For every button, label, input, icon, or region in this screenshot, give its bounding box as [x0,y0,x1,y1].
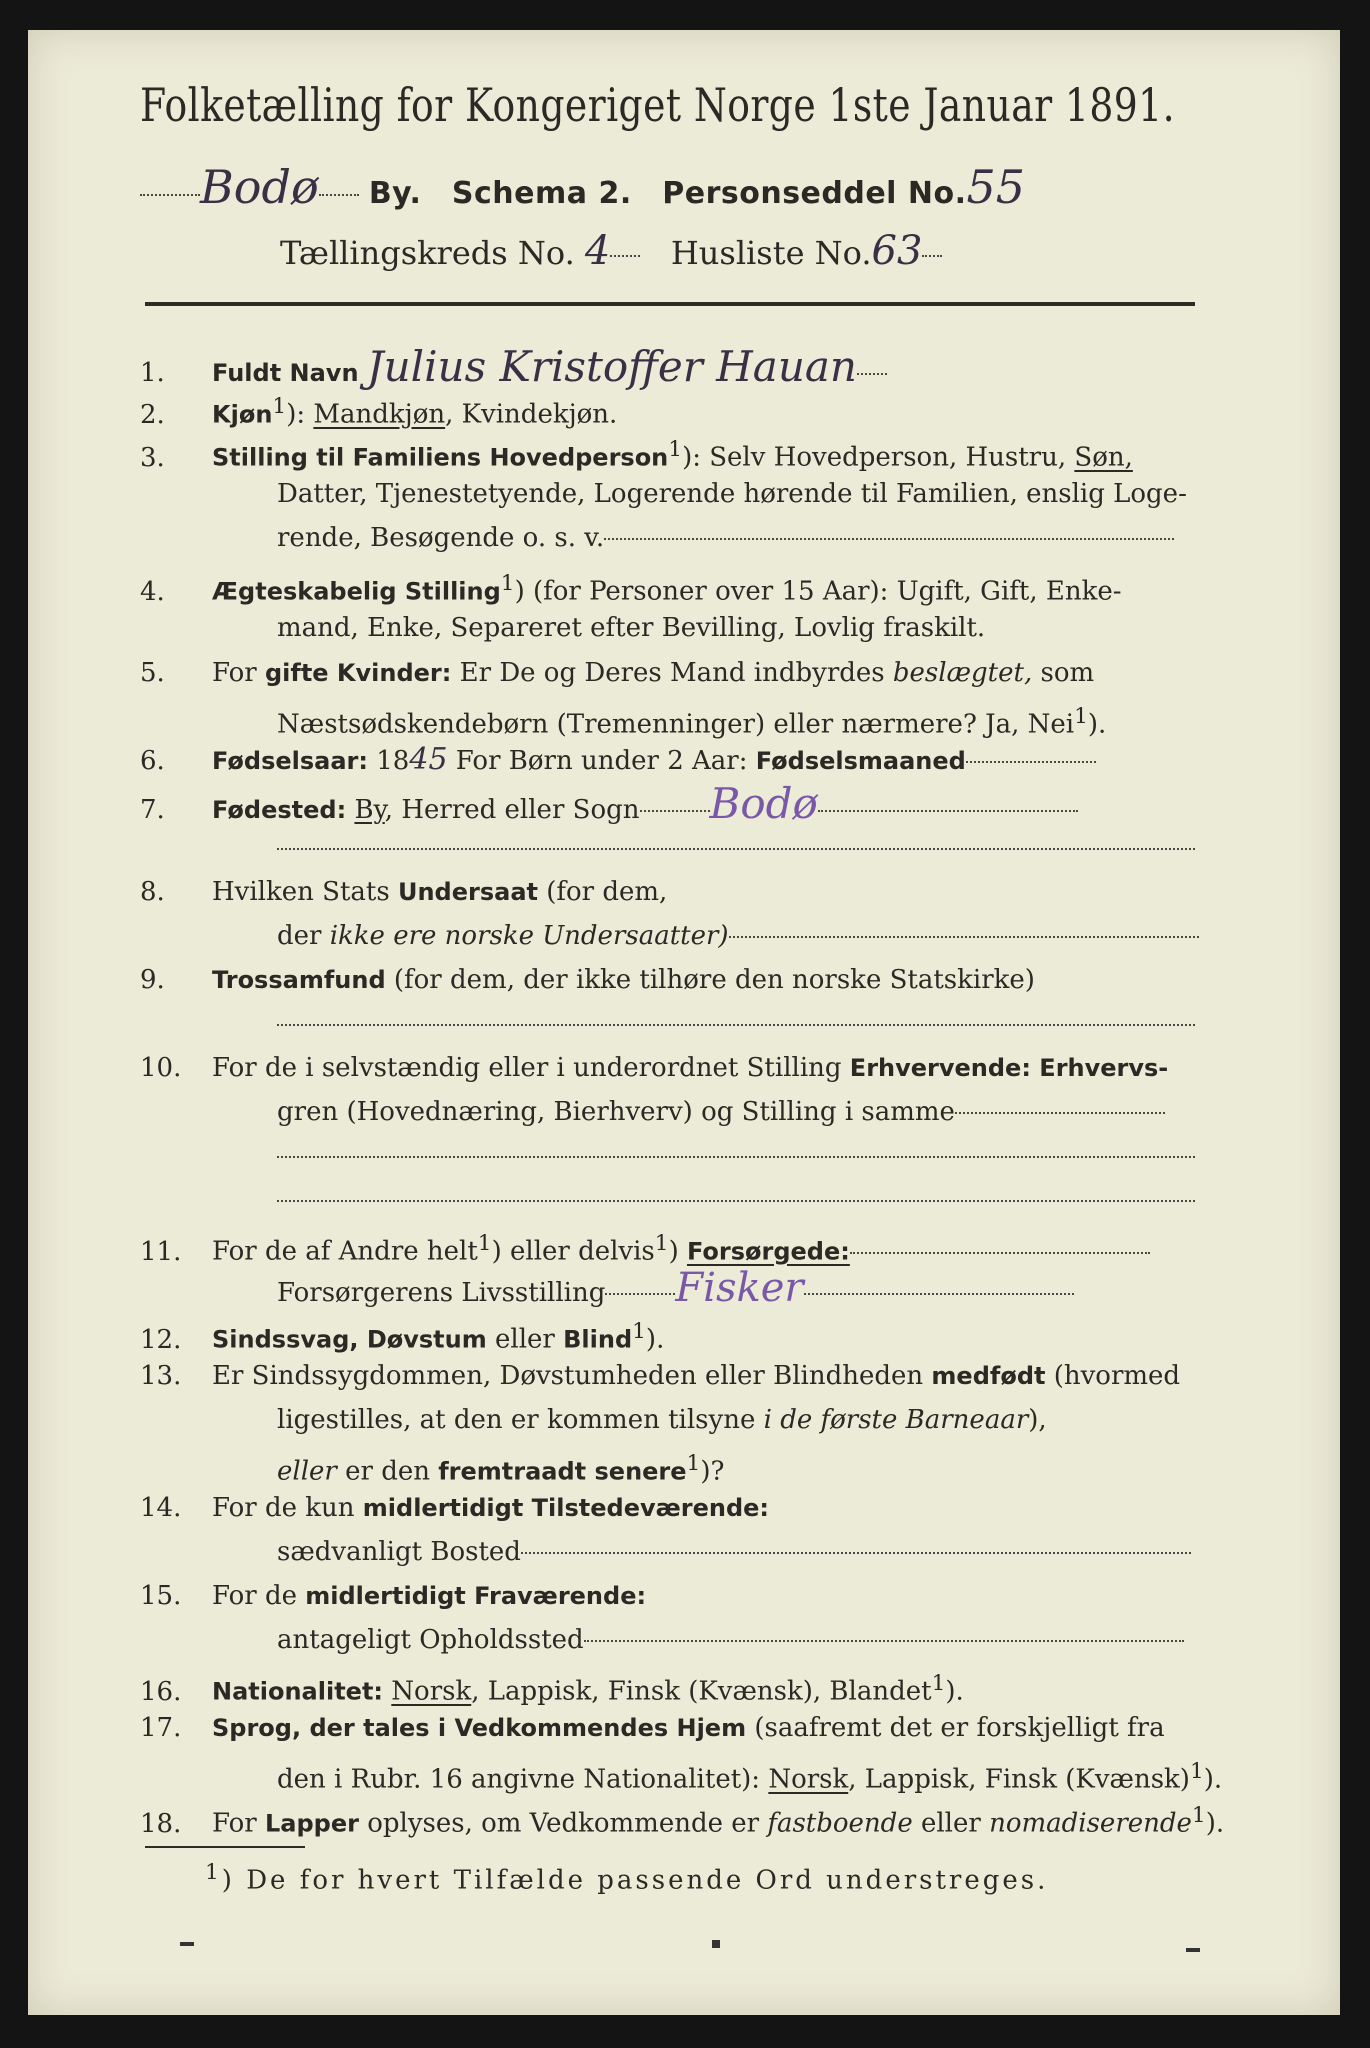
form-title: Folketælling for Kongeriget Norge 1ste Januar 1891. [140,78,1175,132]
field-9-religion: 9. Trossamfund (for dem, der ikke tilhøre den norske Statskirke) [140,965,1035,995]
handwritten-full-name: Julius Kristoffer Hauan [366,342,857,391]
schema-label: Schema 2. [451,176,632,211]
field-17-language: 17. Sprog, der tales i Vedkommendes Hjem (saafremt det er forskjelligt fra [140,1713,1165,1743]
field-1-name: 1. Fuldt Navn Julius Kristoffer Hauan [140,345,1200,395]
handwritten-personseddel-number: 55 [966,160,1026,214]
field-7-birthplace: 7. Fødested: By, Herred eller Sogn Bodø [140,782,1200,832]
field-10-occupation: 10. For de i selvstændig eller i underordnet Stilling Erhvervende: Erhvervs- [140,1053,1169,1083]
header-line-kreds [280,228,942,274]
header-rule [145,302,1195,306]
field-16-nationality: 16. Nationalitet: Norsk, Lappisk, Finsk (Kvænsk), Blandet$^1$). [140,1671,964,1707]
handwritten-provider-occupation: Fisker [675,1265,804,1311]
scan-mark [1186,1948,1200,1952]
by-label: By. [368,176,422,211]
field-11-supported: 11. For de af Andre helt$^1$) eller delvis$^1$) Forsørgede: [140,1222,1200,1274]
footnote-rule [145,1846,305,1848]
field-5-married-women: 5. For gifte Kvinder: Er De og Deres Mand indbyrdes beslægtet, som [140,658,1095,688]
selected-son: Søn, [1074,442,1133,473]
field-14-temporary-present: 14. For de kun midlertidigt Tilstedeværende: [140,1493,770,1523]
field-4-marital-status: 4. Ægteskabelig Stilling$^1$) (for Personer over 15 Aar): Ugift, Gift, Enke- [140,571,1122,607]
handwritten-birthplace: Bodø [709,779,818,828]
field-8-nationality-subject: 8. Hvilken Stats Undersaat (for dem, [140,877,668,907]
selected-norsk: Norsk [391,1676,472,1707]
field-15-temporary-absent: 15. For de midlertidigt Fraværende: [140,1581,647,1611]
selected-by: By [354,795,385,825]
handwritten-husliste-number: 63 [871,228,923,274]
field-13-congenital: 13. Er Sindssygdommen, Døvstumheden eller Blindheden medfødt (hvormed [140,1361,1181,1391]
personseddel-label: Personseddel No. [662,176,967,211]
handwritten-kreds-number: 4 [584,228,611,274]
footnote: $^1$) De for hvert Tilfælde passende Ord understreges. [205,1860,1049,1896]
field-3-family-position: 3. Stilling til Familiens Hovedperson$^1$): Selv Hovedperson, Hustru, Søn, [140,437,1133,473]
field-12-disabilities: 12. Sindssvag, Døvstum eller Blind$^1$). [140,1319,665,1355]
field-6-birth-year: 6. Fødselsaar: 1845 For Børn under 2 Aar: Fødselsmaaned [140,738,1200,783]
scan-mark [712,1940,720,1948]
header-line-schema [140,160,1025,214]
field-2-sex: 2. Kjøn$^1$): Mandkjøn, Kvindekjøn. [140,394,618,430]
field-18-lapps: 18. For Lapper oplyses, om Vedkommende er fastboende eller nomadiserende$^1$). [140,1803,1225,1839]
husliste-label: Husliste No. [670,234,872,272]
handwritten-birth-year: 45 [409,742,448,777]
selected-mandkjon: Mandkjøn [313,399,446,430]
scan-mark [180,1942,194,1946]
handwritten-place: Bodø [200,160,319,214]
kreds-label: Tællingskreds No. [280,234,575,272]
selected-norsk-language: Norsk [768,1764,849,1795]
